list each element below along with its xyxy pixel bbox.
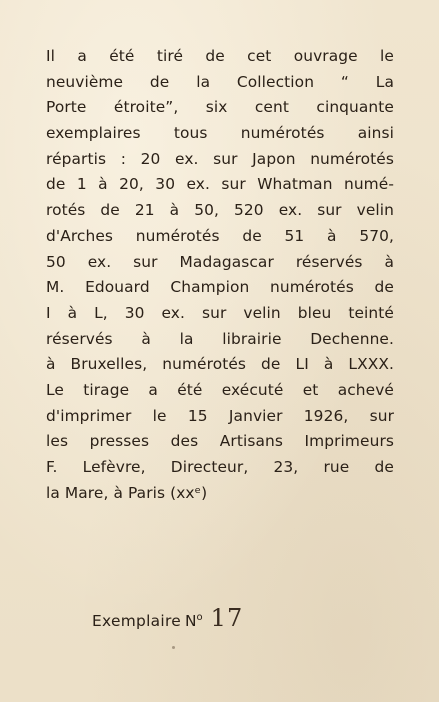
- copy-number: [92, 604, 243, 632]
- colophon-line: répartis : 20 ex. sur Japon numérotés: [46, 149, 394, 168]
- colophon-line: Porte étroite”, six cent cinquante: [46, 98, 394, 117]
- colophon-line: Le tirage a été exécuté et achevé: [46, 380, 394, 399]
- paper-speck: [172, 646, 175, 649]
- colophon-line: F. Lefèvre, Directeur, 23, rue de: [46, 458, 394, 476]
- colophon-text: [46, 44, 394, 506]
- colophon-line: d'Arches numérotés de 51 à 570,: [46, 226, 394, 245]
- colophon-line: rotés de 21 à 50, 520 ex. sur velin: [46, 201, 394, 220]
- colophon-line: neuvième de la Collection “ La: [46, 72, 394, 91]
- colophon-line: I à L, 30 ex. sur velin bleu teinté: [46, 303, 394, 322]
- colophon-line: exemplaires tous numérotés ainsi: [46, 124, 394, 143]
- colophon-line: les presses des Artisans Imprimeurs: [46, 432, 394, 451]
- colophon-line: la Mare, à Paris (xxᵉ): [46, 483, 208, 502]
- colophon-line: 50 ex. sur Madagascar réservés à: [46, 252, 394, 271]
- colophon-line: de 1 à 20, 30 ex. sur Whatman numé-: [46, 175, 394, 194]
- copy-number-abbrev: N: [185, 612, 197, 630]
- colophon-line: Il a été tiré de cet ouvrage le: [46, 47, 394, 65]
- colophon-line: à Bruxelles, numérotés de LI à LXXX.: [46, 355, 394, 374]
- copy-number-abbrev-sup: o: [196, 612, 203, 623]
- colophon-line: réservés à la librairie Dechenne.: [46, 329, 394, 348]
- copy-number-label: Exemplaire: [92, 612, 182, 630]
- colophon-line: M. Edouard Champion numérotés de: [46, 278, 394, 297]
- colophon-line: d'imprimer le 15 Janvier 1926, sur: [46, 406, 394, 425]
- copy-number-value: 17: [210, 604, 244, 632]
